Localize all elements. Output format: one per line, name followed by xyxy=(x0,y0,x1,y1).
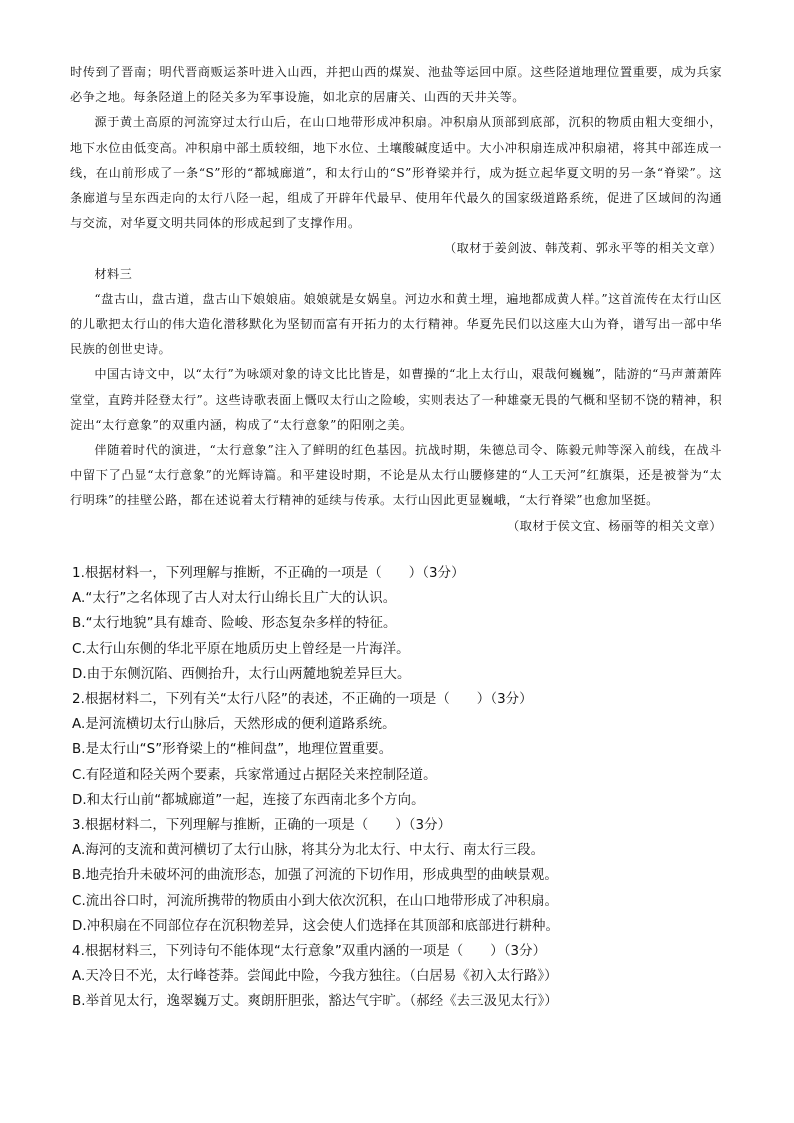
answer-option: A.“太行”之名体现了古人对太行山绵长且广大的认识。 xyxy=(72,591,397,607)
answer-option: A.天冷日不光，太行峰苍莽。尝闻此中险，今我方独往。（白居易《初入太行路》） xyxy=(72,969,558,985)
question-stem: 2.根据材料二，下列有关“太行八陉”的表述，不正确的一项是（ ）（3分） xyxy=(72,692,533,708)
answer-option: D.和太行山前“都城廊道”一起，连接了东西南北多个方向。 xyxy=(72,792,425,808)
passage-paragraph-red-gene: 伴随着时代的演进，“太行意象”注入了鲜明的红色基因。抗战时期，朱德总司令、陈毅元帅等深入前线，在战斗中留下了凸显“太行意象”的光辉诗篇。和平建设时期，不论是从太行山腰修建的“人工天河”红旗渠，还是被誉为“太行明珠”的挂壁公路，都在述说着太行精神的延续与传承。太行山因此更显巍峨，“太行脊梁”也愈加坚挺。 xyxy=(70,443,722,508)
passage-paragraph-folk-song: “盘古山，盘古道，盘古山下娘娘庙。娘娘就是女娲皇。河边水和黄土埋，遍地都成黄人样。”这首流传在太行山区的儿歌把太行山的伟大造化潜移默化为坚韧而富有开拓力的太行精神。华夏先民们以这座大山为脊，谱写出一部中华民族的创世史诗。 xyxy=(70,291,722,357)
source-citation-material-2: （取材于姜剑波、韩茂莉、郭永平等的相关文章） xyxy=(443,241,722,256)
source-citation-material-3: （取材于侯文宜、杨丽等的相关文章） xyxy=(507,518,722,533)
passage-paragraph-continuation: 时传到了晋南；明代晋商贩运茶叶进入山西，并把山西的煤炭、池盐等运回中原。这些陉道地理位置重要，成为兵家必争之地。每条陉道上的陉关多为军事设施，如北京的居庸关、山西的天井关等。 xyxy=(70,65,722,105)
answer-option: A.是河流横切太行山脉后，天然形成的便利道路系统。 xyxy=(72,717,396,733)
reading-passage xyxy=(70,60,722,539)
passage-paragraph-alluvial-fan: 源于黄土高原的河流穿过太行山后，在山口地带形成冲积扇。冲积扇从顶部到底部，沉积的物质由粗大变细小，地下水位由低变高。冲积扇中部土质较细，地下水位、土壤酸碱度适中。大小冲积扇连成冲积扇裙，将其中部连成一线，在山前形成了一条“S”形的“都城廊道”，和太行山的“S”形脊梁并行，成为挺立起华夏文明的另一条“脊梁”。这条廊道与呈东西走向的太行八陉一起，组成了开辟年代最早、使用年代最久的国家级道路系统，促进了区域间的沟通与交流，对华夏文明共同体的形成起到了支撑作用。 xyxy=(70,115,722,231)
answer-option: B.地壳抬升未破坏河的曲流形态，加强了河流的下切作用，形成典型的曲峡景观。 xyxy=(72,868,558,884)
question-stem: 1.根据材料一，下列理解与推断，不正确的一项是（ ）（3分） xyxy=(72,566,465,581)
answer-option: C.有陉道和陉关两个要素，兵家常通过占据陉关来控制陉道。 xyxy=(72,767,437,783)
question-stem: 3.根据材料二，下列理解与推断，正确的一项是（ ）（3分） xyxy=(72,818,452,834)
answer-option: D.冲积扇在不同部位存在沉积物差异，这会使人们选择在其顶部和底部进行耕种。 xyxy=(72,918,559,934)
answer-option: B.举首见太行，逸翠巍万丈。爽朗肝胆张，豁达气宇旷。（郝经《去三汲见太行》） xyxy=(72,994,558,1010)
question-list xyxy=(72,561,724,1015)
answer-option: C.太行山东侧的华北平原在地质历史上曾经是一片海洋。 xyxy=(72,641,410,657)
question-stem: 4.根据材料三，下列诗句不能体现“太行意象”双重内涵的一项是（ ）（3分） xyxy=(72,944,547,960)
answer-option: D.由于东侧沉陷、西侧抬升，太行山两麓地貌差异巨大。 xyxy=(72,666,411,682)
answer-option: B.“太行地貌”具有雄奇、险峻、形态复杂多样的特征。 xyxy=(72,616,397,632)
answer-option: A.海河的支流和黄河横切了太行山脉，将其分为北太行、中太行、南太行三段。 xyxy=(72,843,545,859)
answer-option: B.是太行山“S”形脊梁上的“椎间盘”，地理位置重要。 xyxy=(72,742,393,758)
material-3-heading: 材料三 xyxy=(94,266,133,281)
answer-option: C.流出谷口时，河流所携带的物质由小到大依次沉积，在山口地带形成了冲积扇。 xyxy=(72,893,558,909)
passage-paragraph-ancient-poems: 中国古诗文中，以“太行”为咏颂对象的诗文比比皆是，如曹操的“北上太行山，艰哉何巍巍”，陆游的“马声萧萧阵堂堂，直跨并陉登太行”。这些诗歌表面上慨叹太行山之险峻，实则表达了一种雄豪无畏的气概和坚韧不饶的精神，积淀出“太行意象”的双重内涵，构成了“太行意象”的阳刚之美。 xyxy=(70,367,722,432)
